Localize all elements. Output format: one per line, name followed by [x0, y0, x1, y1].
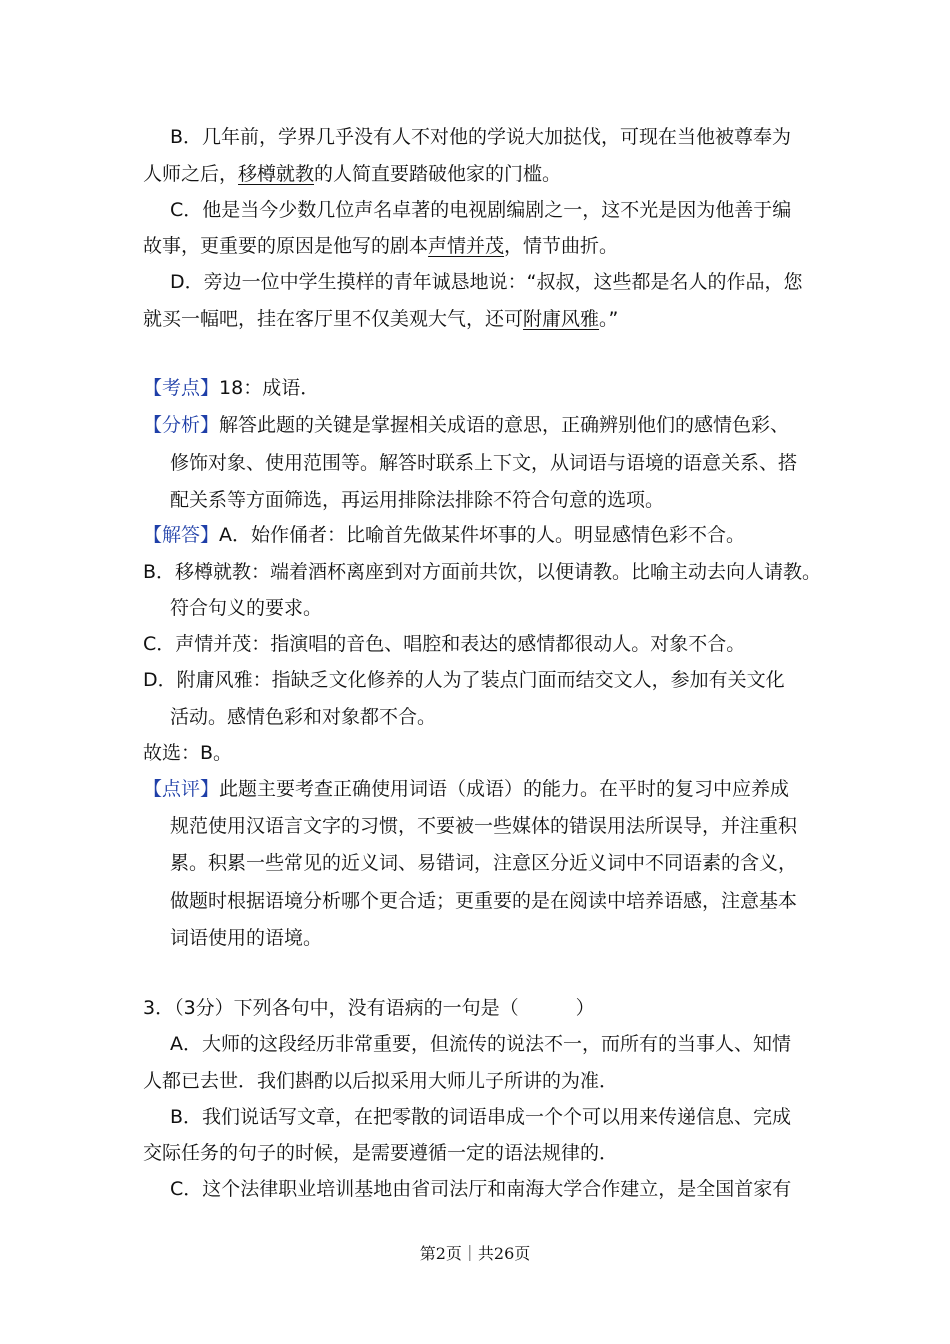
q3-option-b-line1: B．我们说话写文章，在把零散的词语串成一个个可以用来传递信息、完成 [170, 1106, 792, 1128]
option-b-line1: B．几年前，学界几乎没有人不对他的学说大加挞伐，可现在当他被尊奉为 [170, 126, 792, 148]
jieda-tag: 【解答】 [143, 524, 220, 546]
fenxi-line3: 配关系等方面筛选，再运用排除法排除不符合句意的选项。 [170, 489, 665, 511]
dianping-line2: 规范使用汉语言文字的习惯，不要被一些媒体的错误用法所误导，并注重积 [170, 815, 798, 837]
q3-option-b-line2: 交际任务的句子的时候，是需要遵循一定的语法规律的． [143, 1142, 619, 1164]
option-c-line2: 故事，更重要的原因是他写的剧本声情并茂，情节曲折。 [143, 235, 619, 257]
option-d-line2: 就买一幅吧，挂在客厅里不仅美观大气，还可附庸风雅。” [143, 308, 619, 330]
jieda-line-b1: B．移樽就教：端着酒杯离座到对方面前共饮，以便请教。比喻主动去向人请教。 [143, 561, 822, 583]
underlined-idiom: 移樽就教 [238, 163, 315, 185]
jieda-line-a: 【解答】A．始作俑者：比喻首先做某件坏事的人。明显感情色彩不合。 [143, 524, 746, 546]
kaodian-line: 【考点】18：成语． [143, 377, 320, 399]
q3-option-a-line2: 人都已去世．我们斟酌以后拟采用大师儿子所讲的为准． [143, 1070, 619, 1092]
jieda-line-d1: D．附庸风雅：指缺乏文化修养的人为了装点门面而结交文人，参加有关文化 [143, 669, 785, 691]
fenxi-line2: 修饰对象、使用范围等。解答时联系上下文，从词语与语境的语意关系、搭 [170, 452, 798, 474]
kaodian-tag: 【考点】 [143, 377, 220, 399]
q3-option-a-line1: A．大师的这段经历非常重要，但流传的说法不一，而所有的当事人、知情 [170, 1033, 791, 1055]
q3-option-c-line1: C．这个法律职业培训基地由省司法厅和南海大学合作建立，是全国首家有 [170, 1178, 792, 1200]
jieda-line-c: C．声情并茂：指演唱的音色、唱腔和表达的感情都很动人。对象不合。 [143, 633, 746, 655]
answer-line: 故选：B。 [143, 742, 233, 764]
jieda-line-d2: 活动。感情色彩和对象都不合。 [170, 706, 437, 728]
jieda-line-b2: 符合句义的要求。 [170, 597, 323, 619]
option-b-line2: 人师之后，移樽就教的人简直要踏破他家的门槛。 [143, 163, 562, 185]
question3-stem: 3．（3分）下列各句中，没有语病的一句是（ ） [143, 997, 595, 1019]
fenxi-tag: 【分析】 [143, 414, 220, 436]
page-footer: 第2页｜共26页 [419, 1244, 531, 1263]
dianping-line4: 做题时根据语境分析哪个更合适；更重要的是在阅读中培养语感，注意基本 [170, 890, 798, 912]
option-c-line1: C．他是当今少数几位声名卓著的电视剧编剧之一，这不光是因为他善于编 [170, 199, 792, 221]
option-d-line1: D．旁边一位中学生摸样的青年诚恳地说：“叔叔，这些都是名人的作品，您 [170, 271, 803, 293]
underlined-idiom: 附庸风雅 [523, 308, 600, 330]
underlined-idiom: 声情并茂 [428, 235, 505, 257]
dianping-line3: 累。积累一些常见的近义词、易错词，注意区分近义词中不同语素的含义， [170, 852, 798, 874]
dianping-line1: 【点评】此题主要考查正确使用词语（成语）的能力。在平时的复习中应养成 [143, 778, 790, 800]
fenxi-line1: 【分析】解答此题的关键是掌握相关成语的意思，正确辨别他们的感情色彩、 [143, 414, 790, 436]
dianping-tag: 【点评】 [143, 778, 220, 800]
dianping-line5: 词语使用的语境。 [170, 927, 323, 949]
